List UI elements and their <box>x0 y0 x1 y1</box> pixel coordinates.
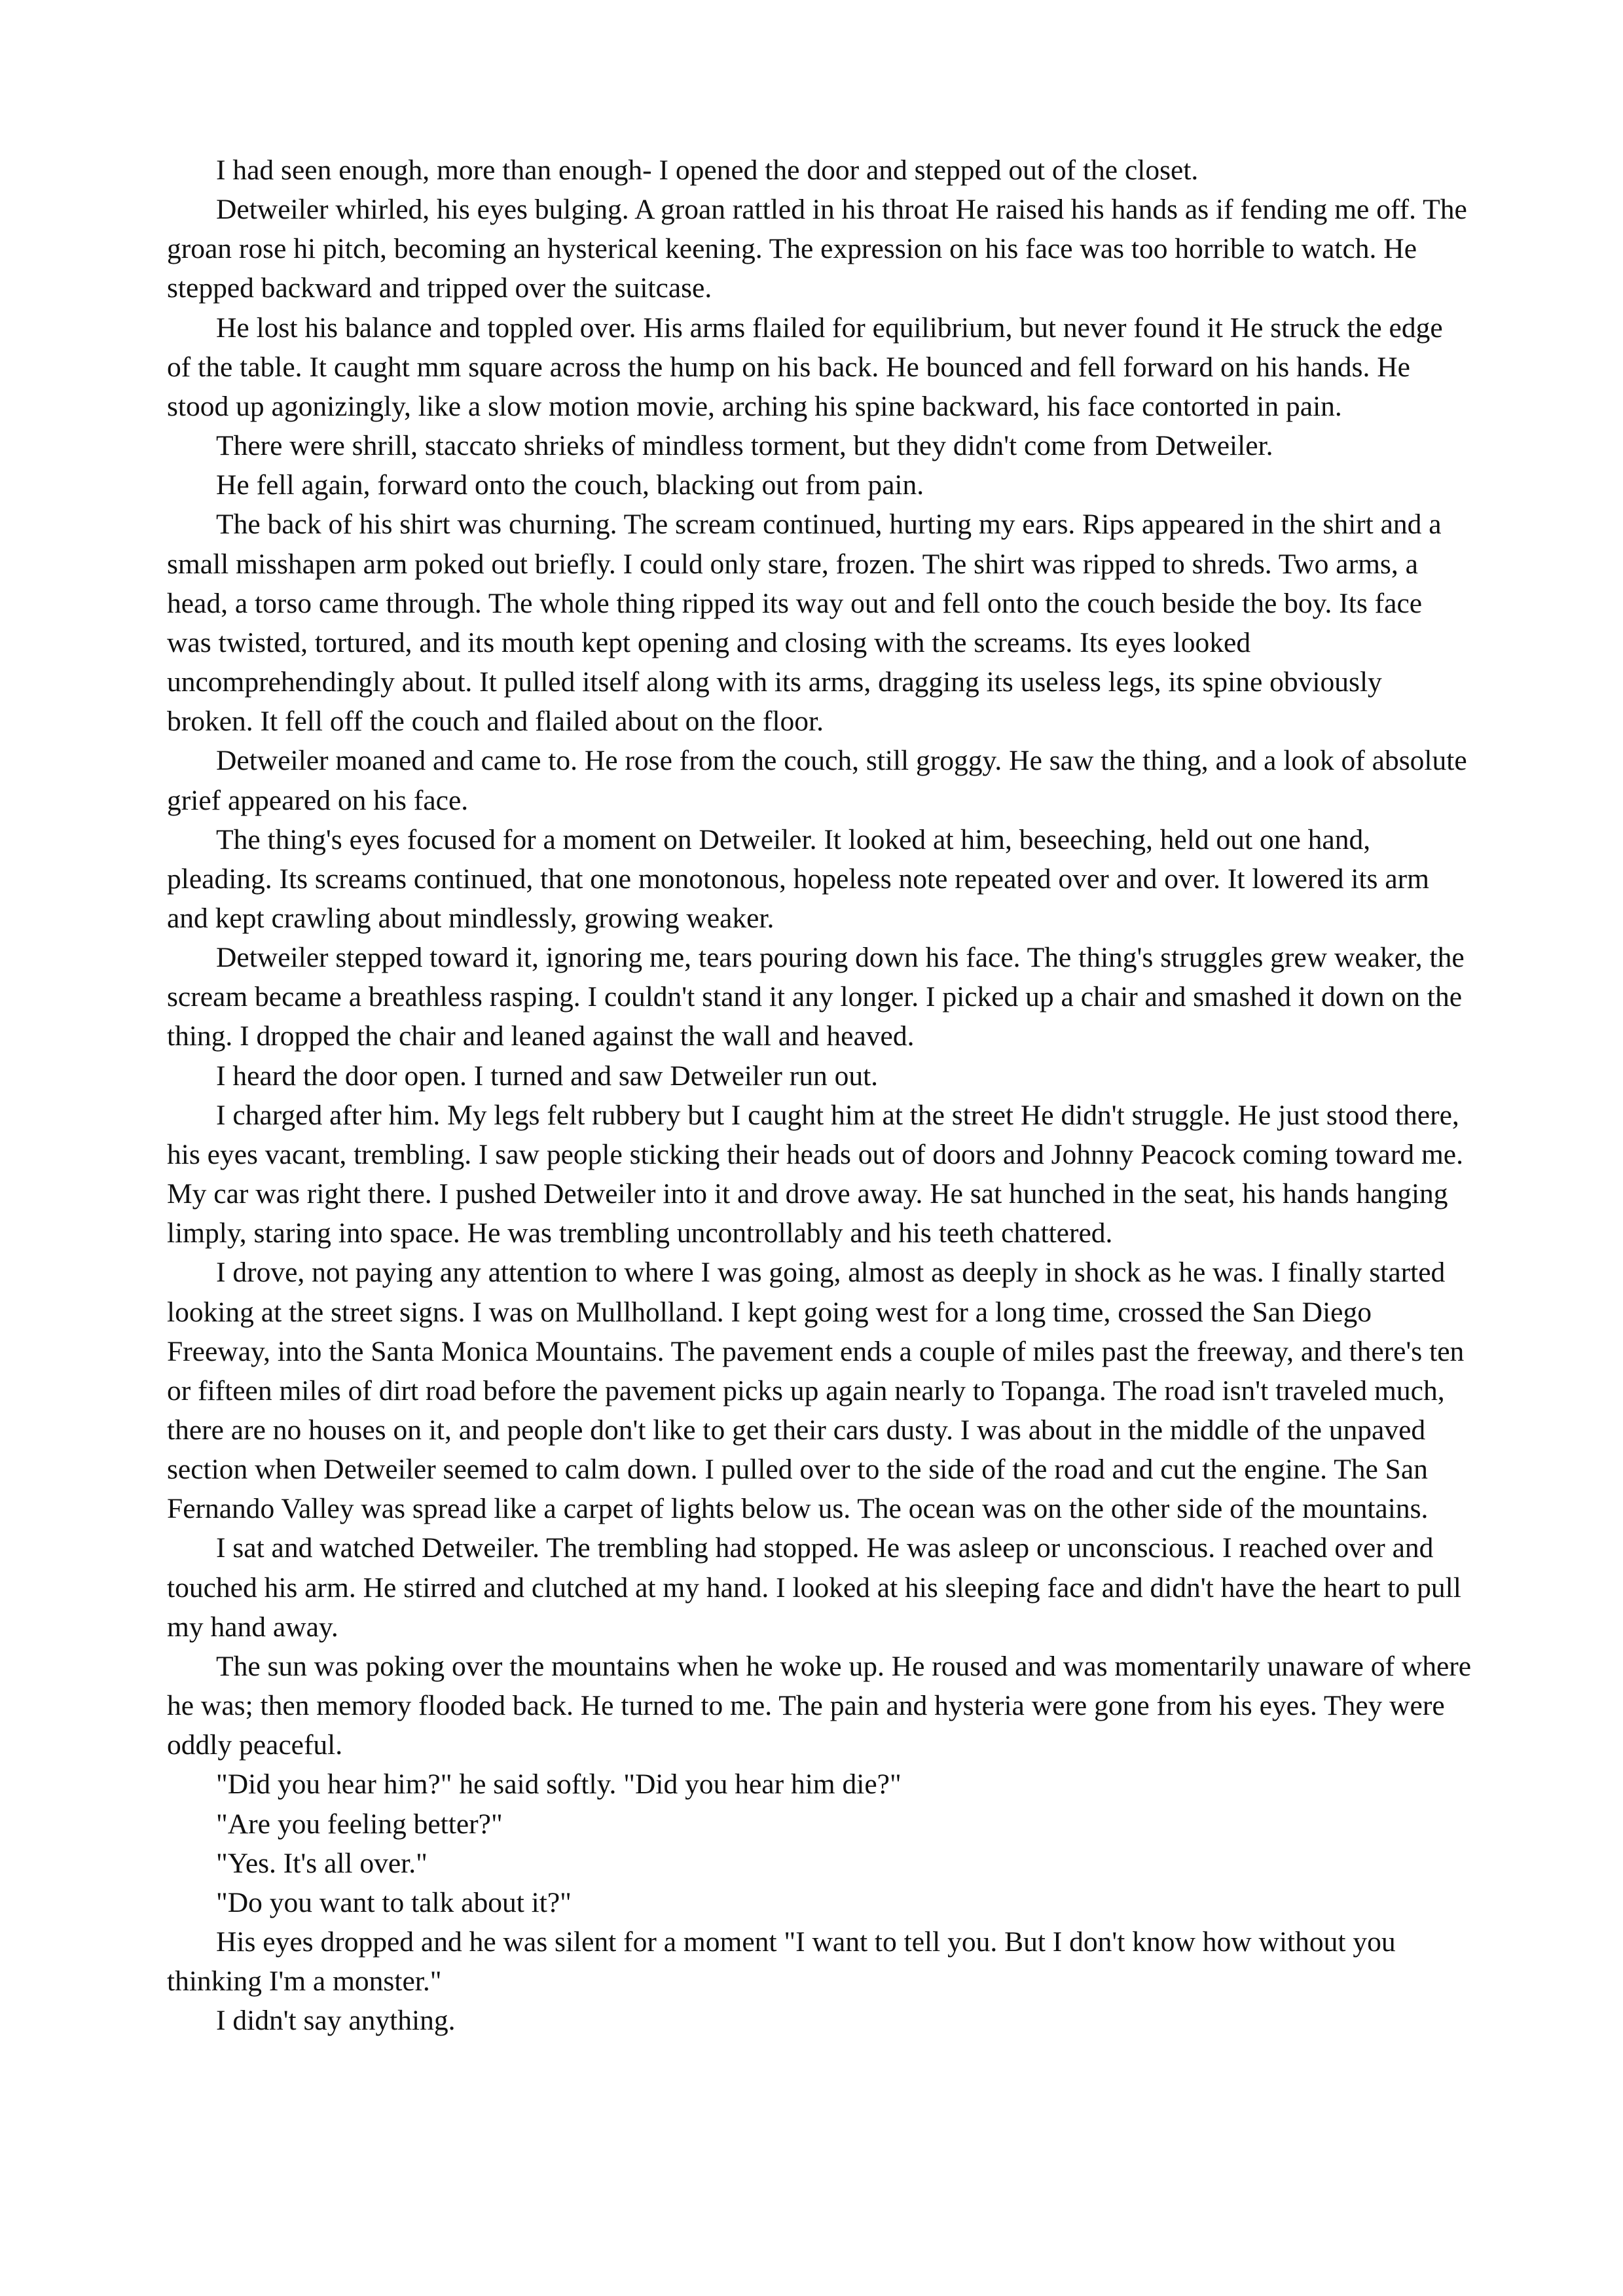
paragraph: "Did you hear him?" he said softly. "Did you hear him die?" <box>216 1768 902 1801</box>
paragraph: The sun was poking over the mountains when he woke up. He roused and was momentarily unaware of where he was; then memory flooded back. He turned to me. The pain and hysteria were gone from his eyes. They were oddly peaceful. <box>167 1650 1472 1761</box>
paragraph: I heard the door open. I turned and saw Detweiler run out. <box>216 1060 879 1092</box>
paragraph: I had seen enough, more than enough- I opened the door and stepped out of the closet. <box>216 154 1199 186</box>
paragraph: The thing's eyes focused for a moment on Detweiler. It looked at him, beseeching, held out one hand, pleading. Its screams continued, that one monotonous, hopeless note repeated over and over. It lowered its arm and kept crawling about mindlessly, growing weaker. <box>167 823 1429 934</box>
paragraph: His eyes dropped and he was silent for a moment "I want to tell you. But I don't know how without you thinking I'm a monster." <box>167 1926 1396 1998</box>
paragraph: "Do you want to talk about it?" <box>216 1886 572 1918</box>
paragraph: The back of his shirt was churning. The scream continued, hurting my ears. Rips appeared in the shirt and a small misshapen arm poked out briefly. I could only stare, frozen. The shirt was ripped to shreds. Two arms, a head, a torso came through. The whole thing ripped its way out and fell onto the couch beside the boy. Its face was twisted, tortured, and its mouth kept opening and closing with the screams. Its eyes looked uncomprehendingly about. It pulled itself along with its arms, dragging its useless legs, its spine obviously broken. It fell off the couch and flailed about on the floor. <box>167 509 1442 738</box>
paragraph: I drove, not paying any attention to where I was going, almost as deeply in shock as he was. I finally started looking at the street signs. I was on Mullholland. I kept going west for a long time, crossed the San Diego Freeway, into the Santa Monica Mountains. The pavement ends a couple of miles past the freeway, and there's ten or fifteen miles of dirt road before the pavement picks up again nearly to Topanga. The road isn't traveled much, there are no houses on it, and people don't like to get their cars dusty. I was about in the middle of the unpaved section when Detweiler seemed to calm down. I pulled over to the side of the road and cut the engine. The San Fernando Valley was spread like a carpet of lights below us. The ocean was on the other side of the mountains. <box>167 1257 1465 1525</box>
paragraph: I didn't say anything. <box>216 2005 456 2037</box>
paragraph: Detweiler moaned and came to. He rose from the couch, still groggy. He saw the thing, and a look of absolute grief appeared on his face. <box>167 745 1467 816</box>
paragraph: He lost his balance and toppled over. His arms flailed for equilibrium, but never found it He struck the edge of the table. It caught mm square across the hump on his back. He bounced and fell forward on his hands. He stood up agonizingly, like a slow motion movie, arching his spine backward, his face contorted in pain. <box>167 312 1443 422</box>
paragraph: Detweiler whirled, his eyes bulging. A groan rattled in his throat He raised his hands as if fending me off. The groan rose hi pitch, becoming an hysterical keening. The expression on his face was too horrible to watch. He stepped backward and tripped over the suitcase. <box>167 194 1467 304</box>
body-text <box>167 151 1473 2041</box>
paragraph: I sat and watched Detweiler. The trembling had stopped. He was asleep or unconscious. I reached over and touched his arm. He stirred and clutched at my hand. I looked at his sleeping face and didn't have the heart to pull my hand away. <box>167 1532 1461 1643</box>
paragraph: "Yes. It's all over." <box>216 1847 428 1879</box>
paragraph: I charged after him. My legs felt rubbery but I caught him at the street He didn't struggle. He just stood there, his eyes vacant, trembling. I saw people sticking their heads out of doors and Johnny Peacock coming toward me. My car was right there. I pushed Detweiler into it and drove away. He sat hunched in the seat, his hands hanging limply, staring into space. He was trembling uncontrollably and his teeth chattered. <box>167 1099 1463 1249</box>
paragraph: He fell again, forward onto the couch, blacking out from pain. <box>216 469 924 501</box>
paragraph: "Are you feeling better?" <box>216 1808 503 1840</box>
paragraph: Detweiler stepped toward it, ignoring me, tears pouring down his face. The thing's struggles grew weaker, the scream became a breathless rasping. I couldn't stand it any longer. I picked up a chair and smashed it down on the thing. I dropped the chair and leaned against the wall and heaved. <box>167 942 1465 1052</box>
paragraph: There were shrill, staccato shrieks of mindless torment, but they didn't come from Detweiler. <box>216 430 1273 462</box>
